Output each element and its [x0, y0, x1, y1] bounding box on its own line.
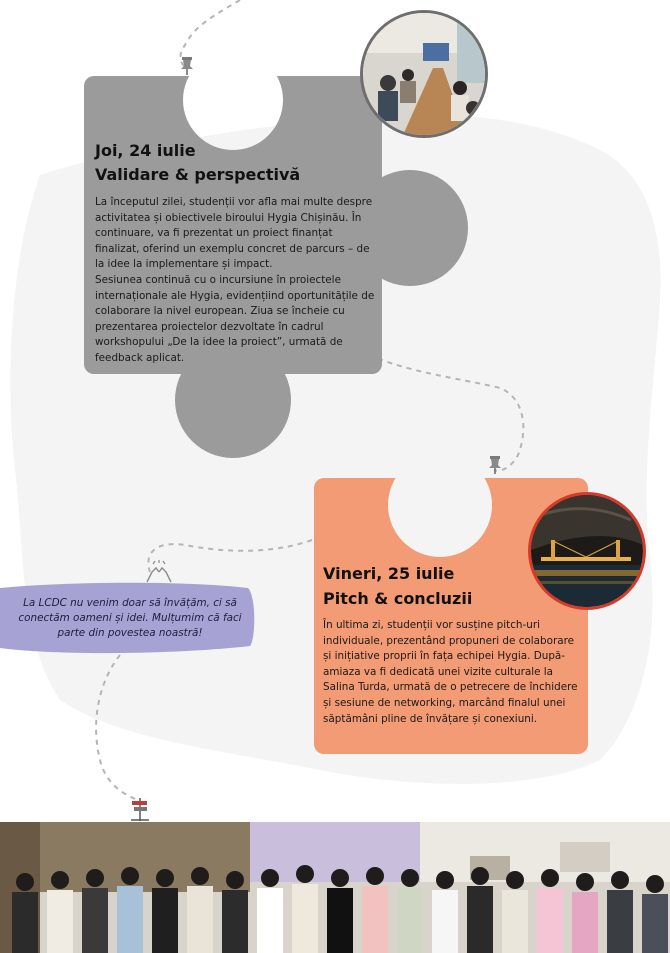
group-photo — [0, 822, 670, 953]
pushpin-icon — [178, 56, 196, 76]
day1-date: Joi, 24 iulie — [95, 141, 196, 160]
meeting-photo — [360, 10, 488, 138]
day2-description: În ultima zi, studenții vor susține pitch-uri individuale, prezentând propuneri de colaborare și inițiative proprii în fața echipei Hygia. După-amiaza va fi dedicată unei vizite culturale la Salina Turda, urmată de o petrecere de închidere și sesiune de networking, marcând finalul unei săptămâni pline de învățare și conexiuni. — [323, 619, 578, 725]
day2-date: Vineri, 25 iulie — [323, 564, 455, 583]
day1-paragraph: La începutul zilei, studenții vor afla mai multe despre activitatea și obiectivele biroului Hygia Chișinău. În continuare, va fi prezentat un proiect finanțat finalizat, oferind un exemplu concret de parcurs – de la idee la implementare și impact. — [95, 196, 373, 271]
day1-description — [95, 195, 378, 367]
pushpin-icon — [486, 455, 504, 475]
hands-icon — [144, 560, 174, 584]
quote-text: La LCDC nu venim doar să învățăm, ci să conectăm oameni și idei. Mulțumim că faci parte din povestea noastră! — [18, 597, 242, 639]
salina-turda-photo — [528, 492, 646, 610]
day1-title: Validare & perspectivă — [95, 165, 301, 184]
day2-title: Pitch & concluzii — [323, 589, 473, 608]
day1-paragraph: Sesiunea continuă cu o incursiune în proiectele internaționale ale Hygia, evidențiind oportunitățile de colaborare la nivel european. Ziua se încheie cu prezentarea proiectelor dezvoltate în cadrul workshopului „De la idee la proiect”, urmată de feedback aplicat. — [95, 273, 375, 364]
signpost-icon — [128, 796, 152, 822]
